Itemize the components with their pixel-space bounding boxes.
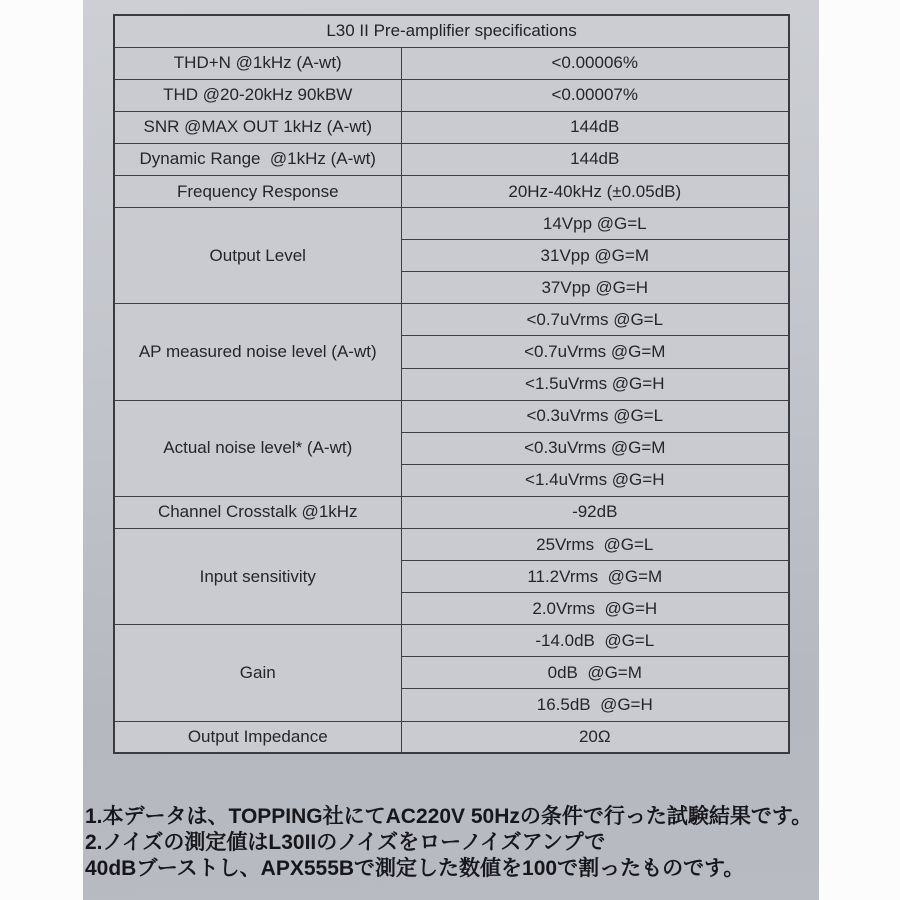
spec-value-cell: 31Vpp @G=M xyxy=(401,240,789,272)
spec-sheet xyxy=(83,0,819,900)
spec-value-cell: 16.5dB @G=H xyxy=(401,689,789,721)
spec-value-cell: -92dB xyxy=(401,496,789,528)
spec-value-cell: 0dB @G=M xyxy=(401,657,789,689)
spec-value-cell: <1.5uVrms @G=H xyxy=(401,368,789,400)
spec-value-cell: <0.7uVrms @G=L xyxy=(401,304,789,336)
table-row xyxy=(114,79,789,111)
spec-value-cell: 2.0Vrms @G=H xyxy=(401,593,789,625)
spec-value-cell: 20Ω xyxy=(401,721,789,753)
spec-table-body xyxy=(114,47,789,753)
spec-value-cell: 37Vpp @G=H xyxy=(401,272,789,304)
table-row xyxy=(114,143,789,175)
spec-label-cell: Output Impedance xyxy=(114,721,401,753)
table-title: L30 II Pre-amplifier specifications xyxy=(114,15,789,47)
spec-label-cell: THD @20-20kHz 90kBW xyxy=(114,79,401,111)
spec-value-cell: 11.2Vrms @G=M xyxy=(401,561,789,593)
table-row xyxy=(114,400,789,432)
spec-label-cell: Dynamic Range @1kHz (A-wt) xyxy=(114,143,401,175)
spec-label-cell: Input sensitivity xyxy=(114,529,401,625)
spec-value-cell: 25Vrms @G=L xyxy=(401,529,789,561)
spec-value-cell: 144dB xyxy=(401,143,789,175)
spec-table xyxy=(113,14,790,754)
spec-value-cell: 144dB xyxy=(401,111,789,143)
table-row xyxy=(114,304,789,336)
spec-label-cell: THD+N @1kHz (A-wt) xyxy=(114,47,401,79)
spec-value-cell: -14.0dB @G=L xyxy=(401,625,789,657)
spec-label-cell: Gain xyxy=(114,625,401,721)
note-line: 2.ノイズの測定値はL30IIのノイズをローノイズアンプで xyxy=(85,831,606,854)
table-row xyxy=(114,111,789,143)
spec-label-cell: SNR @MAX OUT 1kHz (A-wt) xyxy=(114,111,401,143)
table-row xyxy=(114,529,789,561)
note-line: 1.本データは、TOPPING社にてAC220V 50Hzの条件で行った試験結果です。 xyxy=(85,805,813,828)
table-row xyxy=(114,496,789,528)
spec-label-cell: Channel Crosstalk @1kHz xyxy=(114,496,401,528)
spec-label-cell: Frequency Response xyxy=(114,175,401,207)
spec-value-cell: <0.00007% xyxy=(401,79,789,111)
table-title-row xyxy=(114,15,789,47)
spec-value-cell: 14Vpp @G=L xyxy=(401,208,789,240)
table-row xyxy=(114,208,789,240)
spec-value-cell: <1.4uVrms @G=H xyxy=(401,464,789,496)
table-row xyxy=(114,721,789,753)
table-row xyxy=(114,175,789,207)
spec-value-cell: <0.00006% xyxy=(401,47,789,79)
note-line: 40dBブーストし、APX555Bで測定した数値を100で割ったものです。 xyxy=(85,857,745,880)
table-row xyxy=(114,47,789,79)
spec-table-head xyxy=(114,15,789,47)
spec-value-cell: <0.3uVrms @G=M xyxy=(401,432,789,464)
spec-label-cell: Output Level xyxy=(114,208,401,304)
notes xyxy=(85,804,819,882)
spec-value-cell: <0.7uVrms @G=M xyxy=(401,336,789,368)
spec-value-cell: 20Hz-40kHz (±0.05dB) xyxy=(401,175,789,207)
spec-label-cell: AP measured noise level (A-wt) xyxy=(114,304,401,400)
spec-value-cell: <0.3uVrms @G=L xyxy=(401,400,789,432)
table-row xyxy=(114,625,789,657)
spec-label-cell: Actual noise level* (A-wt) xyxy=(114,400,401,496)
